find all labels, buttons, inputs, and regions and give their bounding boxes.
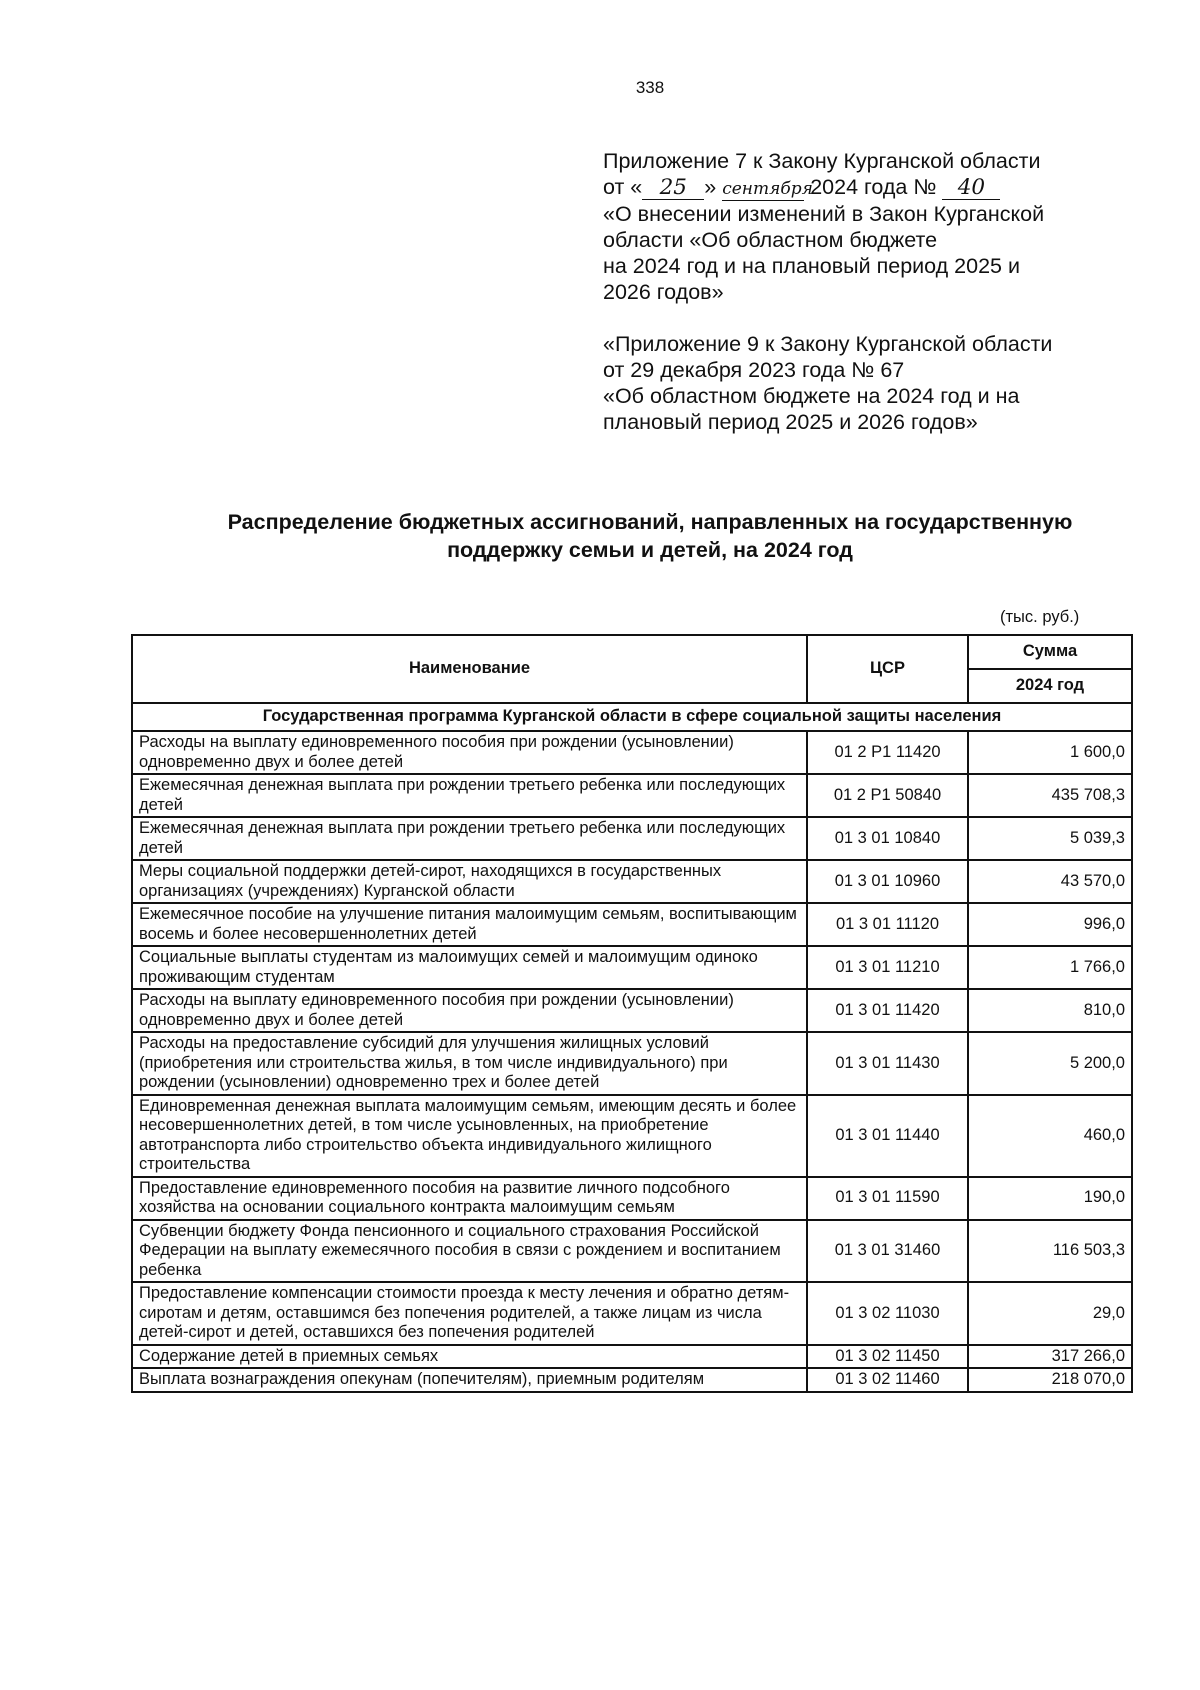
annex-line-8: от 29 декабря 2023 года № 67 xyxy=(603,358,905,382)
row-name: Ежемесячное пособие на улучшение питания малоимущим семьям, воспитывающим восемь и более несовершеннолетних детей xyxy=(132,903,807,946)
table-row xyxy=(132,1220,1132,1283)
row-amount: 317 266,0 xyxy=(968,1345,1132,1369)
row-code: 01 3 01 11440 xyxy=(807,1095,968,1177)
row-amount: 5 039,3 xyxy=(968,817,1132,860)
annex-line-6: 2026 годов» xyxy=(603,280,724,304)
page-number: 338 xyxy=(635,78,665,97)
row-name: Единовременная денежная выплата малоимущим семьям, имеющим десять и более несовершеннолетних детей, в том числе усыновленных, на приобретение автотранспорта либо строительство объекта индивидуального жилищного строительства xyxy=(132,1095,807,1177)
annex-line-10: плановый период 2025 и 2026 годов» xyxy=(603,410,978,434)
annex-line-1: Приложение 7 к Закону Курганской области xyxy=(603,149,1041,173)
handwritten-number: 40 xyxy=(942,177,1000,200)
row-amount: 29,0 xyxy=(968,1282,1132,1345)
row-name: Ежемесячная денежная выплата при рождении третьего ребенка или последующих детей xyxy=(132,817,807,860)
annex-header xyxy=(603,148,1123,435)
row-name: Социальные выплаты студентам из малоимущих семей и малоимущим одиноко проживающим студентам xyxy=(132,946,807,989)
row-name: Расходы на предоставление субсидий для улучшения жилищных условий (приобретения или строительства жилья, в том числе индивидуального) при рождении (усыновлении) одновременно трех и более детей xyxy=(132,1032,807,1095)
row-amount: 43 570,0 xyxy=(968,860,1132,903)
row-code: 01 3 02 11030 xyxy=(807,1282,968,1345)
row-name: Содержание детей в приемных семьях xyxy=(132,1345,807,1369)
row-amount: 1 766,0 xyxy=(968,946,1132,989)
annex-date-line xyxy=(603,174,1123,201)
table-row xyxy=(132,731,1132,774)
row-amount: 810,0 xyxy=(968,989,1132,1032)
header-year: 2024 год xyxy=(968,669,1132,703)
row-code: 01 3 01 11420 xyxy=(807,989,968,1032)
row-name: Субвенции бюджету Фонда пенсионного и социального страхования Российской Федерации на выплату ежемесячного пособия в связи с рождением и воспитанием ребенка xyxy=(132,1220,807,1283)
row-amount: 1 600,0 xyxy=(968,731,1132,774)
title-line-2: поддержку семьи и детей, на 2024 год xyxy=(447,538,853,562)
annex-spacer xyxy=(603,305,1123,331)
annex-line-5: на 2024 год и на плановый период 2025 и xyxy=(603,254,1020,278)
row-name: Ежемесячная денежная выплата при рождении третьего ребенка или последующих детей xyxy=(132,774,807,817)
annex-line-3: «О внесении изменений в Закон Курганской xyxy=(603,202,1045,226)
table-row xyxy=(132,1095,1132,1177)
row-code: 01 3 01 11120 xyxy=(807,903,968,946)
annex-quote-close: » xyxy=(704,175,717,199)
row-code: 01 3 02 11460 xyxy=(807,1368,968,1392)
handwritten-day: 25 xyxy=(642,177,704,200)
header-name: Наименование xyxy=(132,635,807,703)
row-amount: 218 070,0 xyxy=(968,1368,1132,1392)
table-row xyxy=(132,1345,1132,1369)
row-name: Меры социальной поддержки детей-сирот, находящихся в государственных организациях (учреждениях) Курганской области xyxy=(132,860,807,903)
row-code: 01 3 02 11450 xyxy=(807,1345,968,1369)
row-code: 01 2 Р1 11420 xyxy=(807,731,968,774)
row-amount: 116 503,3 xyxy=(968,1220,1132,1283)
row-code: 01 3 01 11430 xyxy=(807,1032,968,1095)
table-row xyxy=(132,774,1132,817)
table-row xyxy=(132,1177,1132,1220)
units-label: (тыс. руб.) xyxy=(1000,608,1080,626)
row-amount: 435 708,3 xyxy=(968,774,1132,817)
row-name: Расходы на выплату единовременного пособия при рождении (усыновлении) одновременно двух и более детей xyxy=(132,989,807,1032)
header-code: ЦСР xyxy=(807,635,968,703)
handwritten-month: сентября xyxy=(722,179,813,199)
table-row xyxy=(132,860,1132,903)
table-row xyxy=(132,989,1132,1032)
annex-year: 2024 года № xyxy=(810,175,937,199)
annex-line-7: «Приложение 9 к Закону Курганской области xyxy=(603,332,1053,356)
row-amount: 190,0 xyxy=(968,1177,1132,1220)
row-name: Расходы на выплату единовременного пособия при рождении (усыновлении) одновременно двух и более детей xyxy=(132,731,807,774)
row-name: Предоставление единовременного пособия на развитие личного подсобного хозяйства на основании социального контракта малоимущим семьям xyxy=(132,1177,807,1220)
table-row xyxy=(132,1368,1132,1392)
row-code: 01 3 01 11590 xyxy=(807,1177,968,1220)
header-row xyxy=(132,635,1132,669)
row-code: 01 3 01 11210 xyxy=(807,946,968,989)
row-name: Выплата вознаграждения опекунам (попечителям), приемным родителям xyxy=(132,1368,807,1392)
annex-from: от « xyxy=(603,175,643,199)
row-amount: 460,0 xyxy=(968,1095,1132,1177)
table-row xyxy=(132,1032,1132,1095)
row-name: Предоставление компенсации стоимости проезда к месту лечения и обратно детям-сиротам и детям, оставшимся без попечения родителей, а также лицам из числа детей-сирот и детей, оставшихся без попечения родителей xyxy=(132,1282,807,1345)
document-title xyxy=(130,508,1170,564)
budget-table xyxy=(131,634,1133,1393)
table-row xyxy=(132,817,1132,860)
row-amount: 5 200,0 xyxy=(968,1032,1132,1095)
title-line-1: Распределение бюджетных ассигнований, направленных на государственную xyxy=(227,510,1073,534)
row-code: 01 3 01 31460 xyxy=(807,1220,968,1283)
annex-line-4: области «Об областном бюджете xyxy=(603,228,938,252)
table-row xyxy=(132,946,1132,989)
table-row xyxy=(132,1282,1132,1345)
group-row xyxy=(132,703,1132,731)
annex-line-9: «Об областном бюджете на 2024 год и на xyxy=(603,384,1020,408)
row-amount: 996,0 xyxy=(968,903,1132,946)
table-row xyxy=(132,903,1132,946)
row-code: 01 3 01 10840 xyxy=(807,817,968,860)
row-code: 01 2 Р1 50840 xyxy=(807,774,968,817)
header-sum: Сумма xyxy=(968,635,1132,669)
row-code: 01 3 01 10960 xyxy=(807,860,968,903)
group-title: Государственная программа Курганской области в сфере социальной защиты населения xyxy=(132,703,1132,731)
